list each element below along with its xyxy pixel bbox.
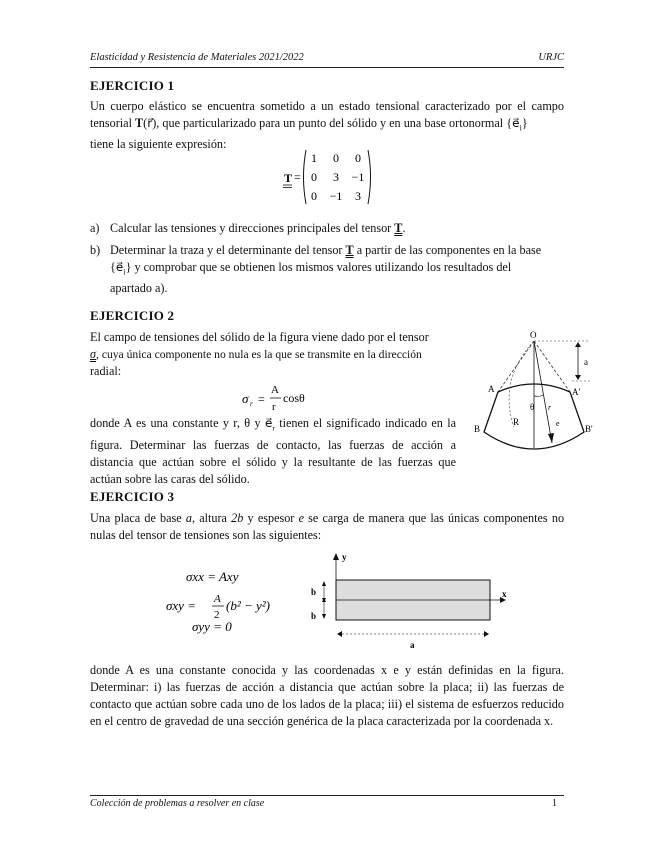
footer-left: Colección de problemas a resolver en clase <box>90 798 265 809</box>
ex3-eq2-lhs: σxy = <box>166 598 196 613</box>
ex2-p2a: donde A es una constante y r, θ y <box>90 416 261 430</box>
ex3-eq3: σyy = 0 <box>192 619 232 634</box>
ex1-intro-a: Un cuerpo elástico se encuentra sometido a un estado tensional caracterizado por el campo tensorial <box>90 99 564 130</box>
fig2-O: O <box>530 330 537 340</box>
ex1-b-label: b) <box>90 243 101 257</box>
fig2-B: B <box>474 424 481 434</box>
m32: −1 <box>329 189 343 203</box>
fig3-b1: b <box>311 587 317 597</box>
m13: 0 <box>355 151 361 165</box>
ex1-intro-b: , que particularizado para un punto del sólido y en una base ortonormal <box>156 116 504 130</box>
ex2-figure <box>468 330 596 465</box>
tensor-T-symbol: T <box>284 171 293 185</box>
fig2-A: A <box>488 384 495 394</box>
fig3-y: y <box>342 552 347 562</box>
ex1-a: Calcular las tensiones y direcciones principales del tensor T. <box>110 221 406 235</box>
fig2-r: r <box>548 403 552 412</box>
ex2-p1b: , cuya única componente no nula es la que se transmite en la dirección <box>96 348 422 361</box>
ex1-b-text3: y comprobar que se obtienen los mismos valores utilizando los resultados del <box>134 260 512 274</box>
fig2-A2: A' <box>572 387 581 397</box>
m12: 0 <box>333 151 339 165</box>
svg-text:σ: σ <box>242 391 249 406</box>
fig2-B2: B' <box>585 424 593 434</box>
svg-text:2: 2 <box>214 609 220 621</box>
ex3-intro1: Una placa de base <box>90 511 182 525</box>
ex1-intro-c: tiene la siguiente expresión: <box>90 137 227 152</box>
ex3-equations <box>162 565 282 635</box>
header-right: URJC <box>538 52 564 63</box>
svg-text:=: = <box>294 170 301 184</box>
ex1-a-text: Calcular las tensiones y direcciones principales del tensor <box>110 221 392 235</box>
ex3-eq2-rhs: (b² − y²) <box>226 598 270 613</box>
svg-text:=: = <box>258 392 265 406</box>
m22: 3 <box>333 170 339 184</box>
ex1-b-text1: Determinar la traza y el determinante del tensor <box>110 243 343 257</box>
ex2-p2: donde A es una constante y r, θ y $e⃗_r$ tienen el significado indicado en la figura. Determinar las fuerzas de contacto, las fuerzas de acción a distancia que actúan sobre el sólido y la resultante de las fuerzas que actúan sobre las caras del sólido. <box>90 416 457 487</box>
ex3-intro3: y espesor <box>247 511 295 525</box>
ex3-intro2: , altura <box>192 511 227 525</box>
ex2-p1c: radial: <box>90 364 122 378</box>
ex3-figure <box>304 550 524 650</box>
fig3-a: a <box>410 640 415 650</box>
ex3-tail: donde A es una constante conocida y las coordenadas x e y están definidas en la figura. Determinar: i) las fuerzas de acción a distancia que actúan sobre la placa; ii) las fuerzas de contacto que actúan sobre cada uno de los lados de la placa; iii) el sistema de esfuerzos reducido en el centro de gravedad de una sección genérica de la placa caracterizada por la coordenada x. <box>90 663 564 728</box>
m23: −1 <box>351 170 365 184</box>
m33: 3 <box>355 189 361 203</box>
ex1-b: Determinar la traza y el determinante del tensor T a partir de las componentes en la base $\{e⃗_i\}$ y comprobar que se obtienen los mismos valores utilizando los resultados del apartado a). <box>110 243 542 296</box>
page-number: 1 <box>552 798 557 809</box>
fig3-x: x <box>502 589 507 599</box>
ex2-title: EJERCICIO 2 <box>90 308 175 323</box>
ex3-var-a: a <box>185 511 192 525</box>
fig2-a: a <box>584 357 588 367</box>
header-rule <box>90 67 564 68</box>
ex1-a-label: a) <box>90 221 100 235</box>
ex3-var-2b: 2b <box>231 511 244 525</box>
svg-text:r: r <box>250 400 253 408</box>
ex2-p1: El campo de tensiones del sólido de la figura viene dado por el tensor σ, cuya única componente no nula es la que se transmite en la dirección radial: <box>90 330 429 378</box>
header-left: Elasticidad y Resistencia de Materiales 2021/2022 <box>90 52 304 63</box>
svg-text:A: A <box>271 384 279 396</box>
ex3-intro4: se carga de manera que las únicas componentes no nulas del tensor de tensiones son las siguientes: <box>90 511 565 542</box>
ex1-title: EJERCICIO 1 <box>90 78 175 93</box>
m11: 1 <box>311 151 317 165</box>
fig3-b2: b <box>311 611 317 621</box>
svg-text:r: r <box>272 401 276 413</box>
ex1-intro: Un cuerpo elástico se encuentra sometido a un estado tensional caracterizado por el campo tensorial T(r⃗), que particularizado para un punto del sólido y en una base ortonormal $\{e⃗_i\}$ tiene la siguiente expresión: <box>90 99 564 152</box>
svg-text:cosθ: cosθ <box>283 391 305 405</box>
m31: 0 <box>311 189 317 203</box>
ex3-title: EJERCICIO 3 <box>90 489 175 504</box>
ex1-matrix <box>282 148 382 206</box>
svg-text:A: A <box>214 593 221 605</box>
fig2-R: R <box>513 417 520 427</box>
fig2-er: e <box>556 419 560 428</box>
ex3-eq1: σxx = Axy <box>186 569 239 584</box>
ex2-p2b: tienen el significado indicado en la figura. Determinar las fuerzas de contacto, las fuerzas de acción a distancia que actúan sobre el sólido y la resultante de las fuerzas que actúan sobre las caras del sólido. <box>90 416 457 487</box>
ex2-equation <box>240 382 330 416</box>
footer-rule <box>90 795 564 796</box>
ex3-var-e: e <box>298 511 304 525</box>
m21: 0 <box>311 170 317 184</box>
ex3-intro <box>90 510 564 544</box>
ex1-b-text4: apartado a). <box>110 281 168 296</box>
ex1-b-text2: a partir de las componentes en la base <box>356 243 542 257</box>
fig2-theta: θ <box>530 402 535 412</box>
ex2-p1a: El campo de tensiones del sólido de la figura viene dado por el tensor <box>90 330 429 344</box>
